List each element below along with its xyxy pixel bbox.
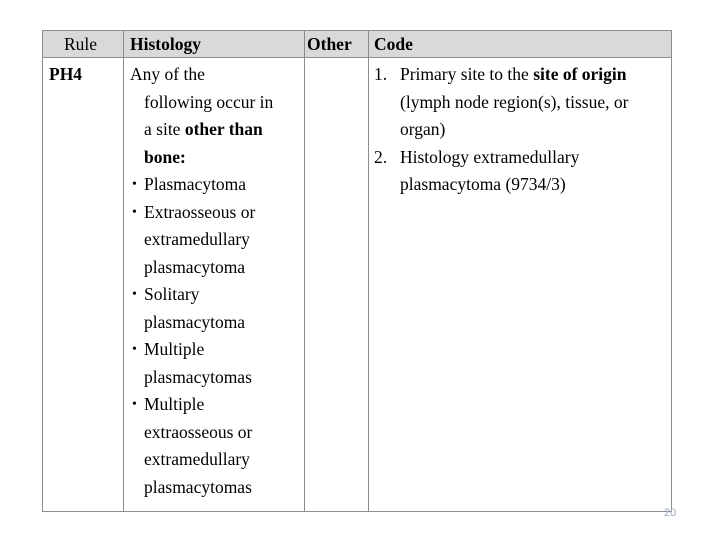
bullet-icon: •: [132, 287, 137, 302]
code-item-number: 1.: [374, 64, 388, 84]
histology-item-line: Multiple: [144, 394, 205, 414]
histology-item-line: plasmacytomas: [144, 476, 252, 497]
bullet-icon: •: [132, 342, 137, 357]
histology-intro-line: Any of the: [130, 64, 205, 84]
histology-item-line: plasmacytoma: [144, 311, 246, 332]
rules-table: [42, 30, 672, 512]
histology-item-line: Solitary: [144, 284, 200, 304]
histology-item-line: Multiple: [144, 339, 205, 359]
histology-item-line: Plasmacytoma: [144, 174, 247, 194]
column-divider: [304, 31, 305, 511]
column-divider: [368, 31, 369, 511]
column-divider: [123, 31, 124, 511]
page-number: 20: [664, 507, 677, 519]
bullet-icon: •: [132, 177, 137, 192]
bullet-icon: •: [132, 204, 137, 220]
rule-id: PH4: [49, 64, 83, 84]
histology-item-line: extramedullary: [144, 229, 250, 249]
header-code: Code: [374, 34, 413, 54]
header-histology: Histology: [130, 34, 201, 54]
code-item-line: plasmacytoma (9734/3): [400, 174, 566, 194]
histology-item-line: Extraosseous or: [144, 201, 256, 222]
histology-intro-line: a site other than: [144, 119, 263, 139]
code-item-line: (lymph node region(s), tissue, or: [400, 91, 629, 112]
code-item-line: Histology extramedullary: [400, 146, 580, 167]
code-item-line: organ): [400, 119, 446, 139]
code-item-line: Primary site to the site of origin: [400, 64, 627, 84]
header-rule: Rule: [64, 34, 98, 54]
bullet-icon: •: [132, 397, 137, 412]
header-other: Other: [307, 34, 352, 54]
histology-item-line: plasmacytoma: [144, 256, 246, 277]
histology-item-line: extramedullary: [144, 449, 250, 469]
histology-item-line: extraosseous or: [144, 421, 253, 442]
histology-intro-line: bone:: [144, 146, 186, 167]
histology-intro-line: following occur in: [144, 91, 274, 112]
code-item-number: 2.: [374, 146, 388, 167]
histology-item-line: plasmacytomas: [144, 366, 252, 387]
